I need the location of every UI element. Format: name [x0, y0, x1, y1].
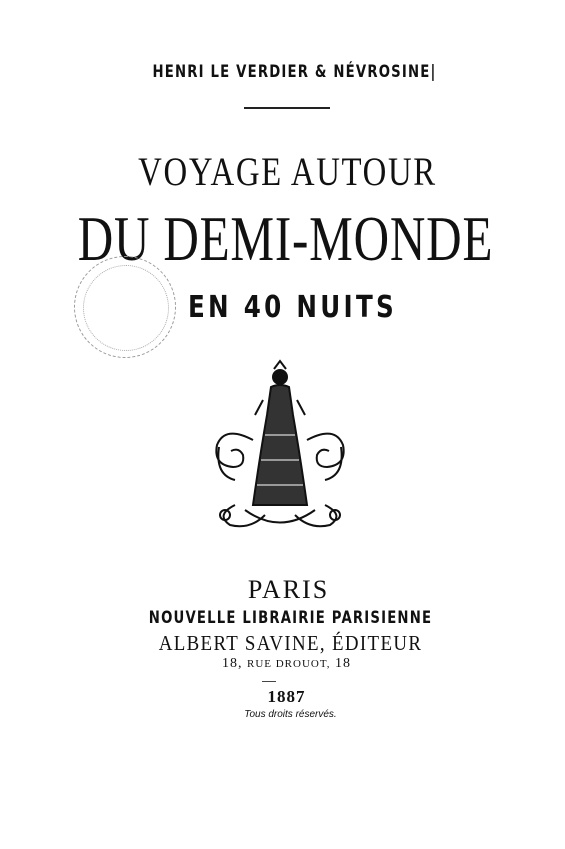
publisher: NOUVELLE LIBRAIRIE PARISIENNE: [148, 608, 433, 628]
divider-rule: [244, 107, 330, 109]
editor: ALBERT SAVINE, ÉDITEUR: [158, 631, 423, 655]
short-rule: [262, 681, 276, 682]
title-line-2: DU DEMI-MONDE: [77, 204, 494, 274]
subtitle: EN 40 NUITS: [187, 290, 398, 325]
authors: HENRI LE VERDIER & NÉVROSINE|: [152, 62, 437, 82]
year: 1887: [267, 687, 306, 706]
address-number-end: 18: [335, 656, 351, 671]
allegorical-woman-vignette-icon: [205, 355, 355, 530]
city: PARIS: [247, 575, 330, 604]
address: [4, 656, 565, 672]
rights-notice: Tous droits réservés.: [244, 709, 337, 720]
address-number-start: 18,: [221, 656, 243, 671]
address-street: RUE DROUOT,: [246, 658, 331, 670]
title-line-1: VOYAGE AUTOUR: [138, 149, 437, 194]
